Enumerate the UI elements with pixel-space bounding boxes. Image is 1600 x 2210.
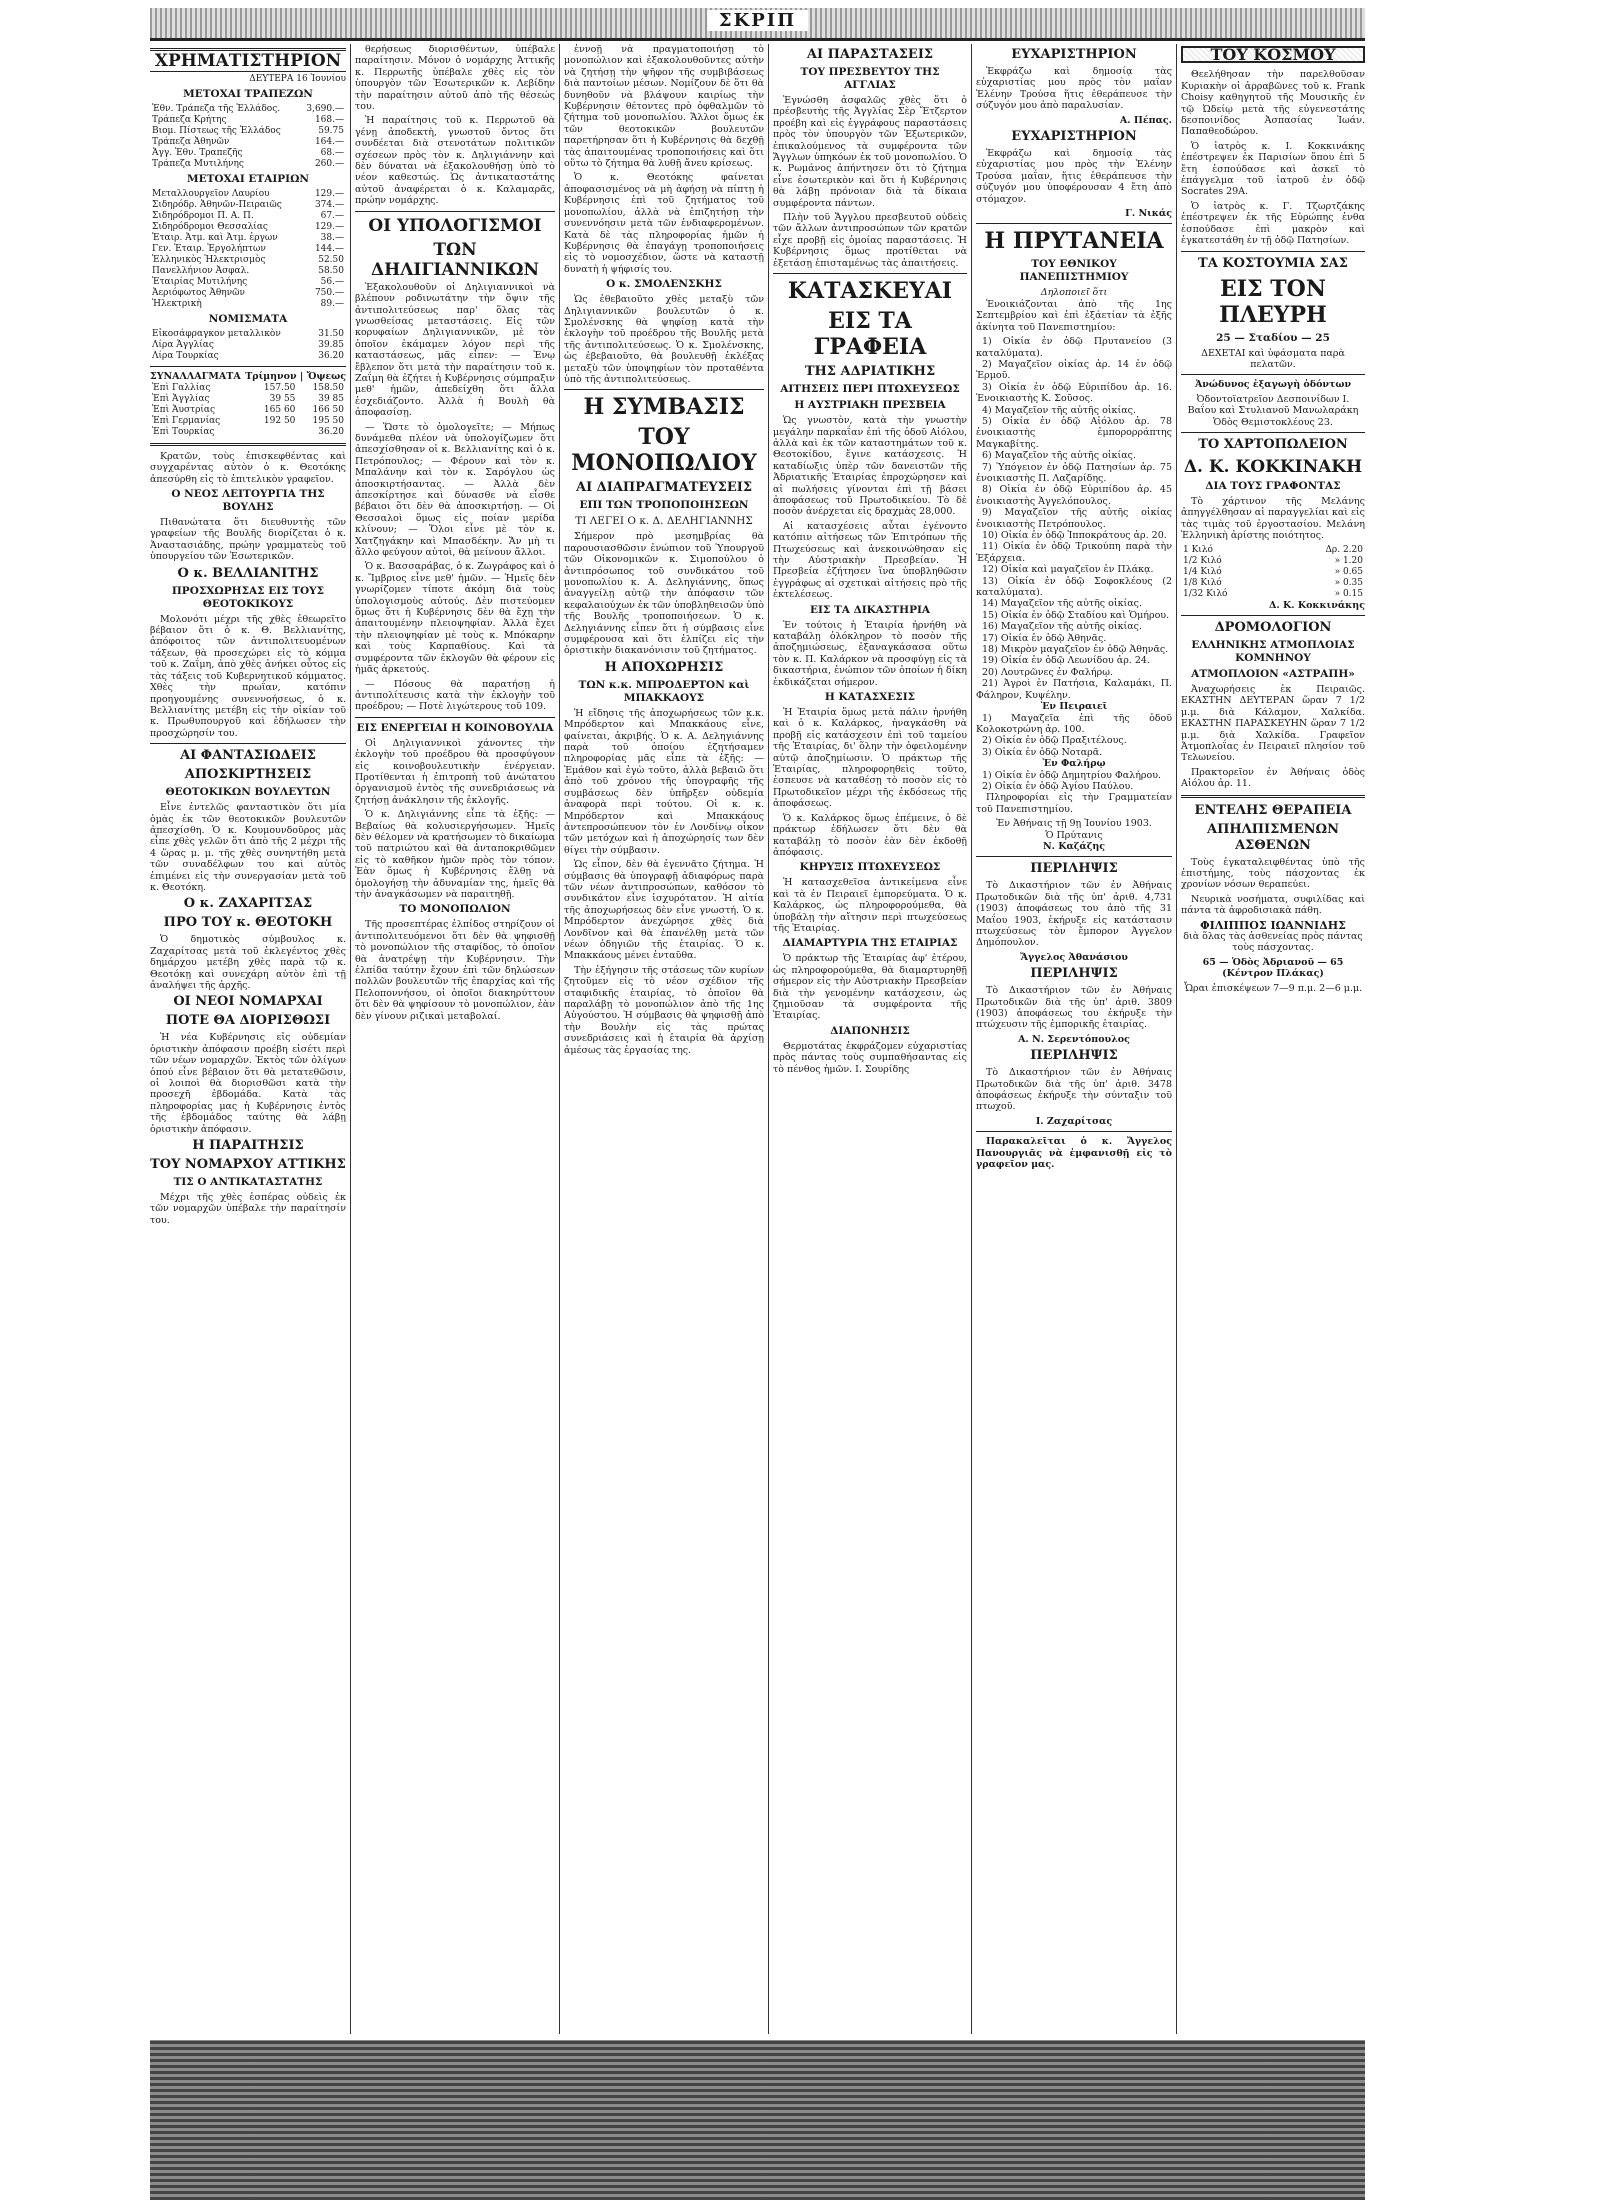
table-row bbox=[150, 104, 346, 115]
headline: Η ΠΡΥΤΑΝΕΙΑ bbox=[984, 228, 1164, 255]
companies-title: ΜΕΤΟΧΑΙ ΕΤΑΙΡΙΩΝ bbox=[186, 173, 310, 186]
divider bbox=[355, 211, 555, 212]
table-row bbox=[150, 189, 346, 200]
table-cell: 157.50 bbox=[263, 382, 296, 393]
headline: ΠΕΡΙΛΗΨΙΣ bbox=[1030, 1048, 1118, 1064]
deals-table bbox=[150, 383, 346, 438]
table-cell: 36.20 bbox=[318, 426, 344, 437]
table-row bbox=[150, 137, 346, 148]
table-cell: Σιδηρόδρομοι Θεσσαλίας bbox=[152, 222, 268, 233]
ad-text: Τὸ Δικαστήριον τῶν ἐν Ἀθήναις Πρωτοδικῶν διὰ τῆς ὑπ' ἀριθ. 4,731 (1903) ἀποφάσεως του ἀπὸ τῆς 31 Μαΐου 1903, ἐκήρυξε εἰς κατάστασιν πτωχεύσεως τὸν ἔμπορον Ἀγγελον Δημόπουλον. bbox=[976, 880, 1172, 949]
coins-title: ΝΟΜΙΣΜΑΤΑ bbox=[208, 313, 288, 326]
ad-text: ΔΕΧΕΤΑΙ καὶ ὑφάσματα παρὰ πελατῶν. bbox=[1201, 347, 1345, 370]
table-row bbox=[150, 244, 346, 255]
property-list bbox=[976, 770, 1172, 793]
table-row bbox=[150, 383, 346, 394]
divider bbox=[1181, 432, 1365, 433]
column-rule bbox=[1176, 44, 1177, 2034]
table-cell: Ἐπὶ Γαλλίας bbox=[152, 382, 211, 393]
signature: Ν. Καζάζης bbox=[1042, 840, 1106, 852]
ad-text: 65 — Ὁδὸς Ἀδριανοῦ — 65 (Κέντρον Πλάκας) bbox=[1202, 956, 1344, 980]
headline: ΠΡΟ ΤΟΥ κ. ΘΕΟΤΟΚΗ bbox=[163, 915, 333, 931]
table-row bbox=[150, 288, 346, 299]
headline: ΕΙΣ ΤΑ ΓΡΑΦΕΙΑ bbox=[813, 308, 927, 361]
scan-edge bbox=[150, 2040, 1365, 2200]
divider bbox=[1181, 795, 1365, 798]
headline: ΕΝΤΕΛΗΣ ΘΕΡΑΠΕΙΑ bbox=[1194, 802, 1352, 818]
subheading: Ἐν Πειραιεῖ bbox=[1040, 701, 1108, 713]
column-3 bbox=[564, 44, 764, 2034]
headline: Η ΑΠΟΧΩΡΗΣΙΣ bbox=[604, 659, 724, 675]
exchange-title: ΧΡΗΜΑΤΙΣΤΗΡΙΟΝ bbox=[150, 48, 346, 72]
article-text: Ἡ Ἑταιρία ὅμως μετὰ πάλιν ἠρνήθη καὶ ὁ κ. Καλάρκος, ἠναγκάσθη νὰ προβῇ εἰς κατάσχεσιν ἐπὶ τοῦ ταμείου τῆς Ἑταιρίας, δι' ὅλην τὴν ὀφειλομένην αὐτῷ ἀποζημίωσιν. Ὁ πράκτωρ τῆς Ἑταιρίας, πληροφορηθεὶς τοῦτο, ἐσπευσε νὰ καταθέσῃ τὸ ποσὸν εἰς τὸ Πρωτοδικεῖον μέχρι τῆς ἐκδόσεως τῆς ἀποφάσεως. bbox=[773, 707, 967, 810]
table-cell: 192 50 bbox=[263, 415, 296, 426]
article-text: Ὁ κ. Θεοτόκης φαίνεται ἀποφασισμένος νὰ μὴ ἀφήσῃ νὰ πίπτῃ ἡ Κυβέρνησις ἐπὶ τοῦ ζητήματος τοῦ μονοπωλίου, ἀλλὰ νὰ ἐπιζητήσῃ τὴν συνεννόησιν μετὰ τῶν ἐνδιαφερομένων. Κατὰ δὲ τὰς πληροφορίας ἡμῶν ἡ Κυβέρνησις θὰ ἐπαγάγῃ τροποποιήσεις εἰς τὸ νομοσχέδιον, ὥστε νὰ καταστῇ δυνατὴ ἡ ψήφισίς του. bbox=[564, 172, 764, 275]
table-cell: Ἐπὶ Γερμανίας bbox=[152, 415, 221, 426]
table-cell: Γεν. Ἑταιρ. Ἐργολήπτων bbox=[152, 244, 266, 255]
list-item: 4) Μαγαζεῖον τῆς αὐτῆς οἰκίας. bbox=[982, 404, 1136, 416]
article-text: Οἱ Δηλιγιαννικοὶ χάνοντες τὴν ἐκλογὴν τοῦ προέδρου θὰ προσφύγουν εἰς κοινοβουλευτικὴν ἐνέργειαν. Προτίθενται ἡ ἐπιτροπὴ τοῦ ἀνώτατου ὀργανισμοῦ ἐντὸς τῆς συνεδριάσεως νὰ ζητήσῃ ἀνάκλησιν τῆς ἐκλογῆς. bbox=[355, 737, 555, 806]
article-text: Αἱ κατασχέσεις αὗται ἐγένοντο κατόπιν αἰτήσεως τῶν Ἐπιτρόπων τῆς Πτωχεύσεως καὶ ἀνεκοινώθησαν εἰς τὴν Αὐστριακὴν Πρεσβείαν. Ἡ Πρεσβεία ἐζήτησεν ἵνα ὑποβληθῶσιν ἐγγράφως αἱ σχετικαὶ αἰτήσεις πρὸ τῆς ἐκτελέσεως. bbox=[773, 520, 967, 601]
headline: ΕΙΣ ΤΑ ΔΙΚΑΣΤΗΡΙΑ bbox=[809, 603, 931, 616]
table-cell: 195 50 bbox=[312, 415, 344, 426]
headline: Η ΠΑΡΑΙΤΗΣΙΣ bbox=[192, 1138, 304, 1154]
list-item: 2) Μαγαζεῖον οἰκίας ἀρ. 14 ἐν ὁδῷ Ἐρμοῦ. bbox=[976, 358, 1172, 382]
table-cell: 165 60 bbox=[263, 404, 296, 415]
headline: ΕΥΧΑΡΙΣΤΗΡΙΟΝ bbox=[1011, 129, 1137, 145]
article-text: Ὁ κ. Δηλιγιάννης εἶπε τὰ ἑξῆς: — Βεβαίως θὰ κολυσιεργήσωμεν. Ἡμεῖς δὲν θέλομεν νὰ κρατήσωμεν τὸ δικαίωμα τοῦ πατριώτου καὶ θὰ ἀνταποκριθῶμεν εἰς τὸ καθῆκον ἡμῶν πρὸς τὸν τόπον. Ἐὰν ὅμως ἡ Κυβέρνησις ἔλθῃ νὰ ὁμολογήσῃ τὴν ἀδυναμίαν της, ἡμεῖς θὰ τὴν ἀναγκάσωμεν νὰ παραιτηθῇ. bbox=[355, 809, 555, 900]
table-row bbox=[150, 148, 346, 159]
banks-table bbox=[150, 104, 346, 170]
table-cell: Λίρα Τουρκίας bbox=[152, 351, 219, 362]
article-text: Μολονότι μέχρι τῆς χθὲς ἐθεωρεῖτο βέβαιον ὅτι ὁ κ. Θ. Βελλιανίτης, ἀπόφοιτος τῶν ἀντιπολιτευομένων τάξεων, θὰ προσεχώρει εἰς τὸ κόμμα τοῦ κ. Ζαΐμη, ἀπὸ χθὲς ἀνήκει οὗτος εἰς τὰς τάξεις τοῦ Κυβερνητικοῦ κόμματος. Χθὲς τὴν πρωΐαν, κατόπιν προηγουμένης συνεννοήσεως, ὁ κ. Βελλιανίτης μετέβη εἰς τὴν οἰκίαν τοῦ κ. Πρωθυπουργοῦ καὶ ἐδήλωσεν τὴν προσχώρησίν του. bbox=[150, 613, 346, 739]
table-cell: 31.50 bbox=[318, 329, 344, 340]
article-text: Θεελήθησαν τὴν παρελθοῦσαν Κυριακὴν οἱ ἀρραβῶνες τοῦ κ. Frank Choisy καθηγητοῦ τῆς Μουσικῆς ἐν τῷ Ὠδείῳ μετὰ τῆς εὐγενεστάτης δεσποινίδος Ἀσπασίας Ἰωάν. Παπαθεοδώρου. bbox=[1181, 69, 1365, 138]
headline: ΚΑΤΑΣΚΕΥΑΙ bbox=[787, 278, 953, 305]
price-table bbox=[1181, 545, 1365, 600]
article-text: Ὁ πράκτωρ τῆς Ἑταιρίας ἀφ' ἑτέρου, ὡς πληροφορούμεθα, θὰ διαμαρτυρηθῇ σήμερον εἰς τὴν Αὐστριακὴν Πρεσβείαν διὰ τὴν γενομένην κατάσχεσιν, ὡς ζημιοῦσαν τὰ συμφέροντα τῆς Ἑταιρίας. bbox=[773, 953, 967, 1022]
table-cell: 164.— bbox=[314, 137, 344, 148]
headline: ΠΕΡΙΛΗΨΙΣ bbox=[1030, 861, 1118, 877]
divider bbox=[976, 223, 1172, 224]
table-row bbox=[150, 329, 346, 340]
masthead bbox=[150, 8, 1365, 41]
headline: ΕΛΛΗΝΙΚΗΣ ΑΤΜΟΠΛΟΙΑΣ ΚΟΜΝΗΝΟΥ bbox=[1191, 638, 1355, 664]
article-text: Ὡς γνωστὸν, κατὰ τὴν γνωστὴν μεγάλην παρκαΐαν ἐπὶ τῆς ὁδοῦ Αἰόλου, ἀλλὰ καὶ ἐκ τῶν καταστημάτων τοῦ κ. Θεοτοκίδου, ἔγινε κατάσχεσις. Ἡ καταδίωξις ὑπὲρ τῶν δανειστῶν τῆς Ἀδριατικῆς Ἑταιρίας ἐπροχώρησεν καὶ αἱ πωλήσεις γίνονται ἐπὶ τῇ βάσει ἀποφάσεως τοῦ Πρωτοδικείου. Τὸ δὲ ποσὸν ἀνέρχεται εἰς δραχμὰς 28,000. bbox=[773, 415, 967, 518]
article-text: Τῆς προσεπτέρας ἐλπίδος στηρίζουν οἱ ἀντιπολιτευόμενοι ὅτι δὲν θὰ ψηφισθῇ τὸ μονοπώλιον τῆς σταφίδος, τὸ ὁποῖον θὰ ἀνατρέψῃ τὴν Κυβέρνησιν. Τὴν ἐλπίδα ταύτην ἔχουν ἐπὶ τῶν δηλώσεων πολλῶν βουλευτῶν τῆς ἐπαρχίας καὶ τῆς Πελοποννήσου, οἱ ὁποῖοι διακηρύττουν ὅτι δὲν θὰ ψηφίσουν τὸ μονοπώλιον, ἐὰν δὲν γίνουν ριζικαὶ μεταβολαί. bbox=[355, 919, 555, 1022]
signature: Α. Πέπας. bbox=[1119, 114, 1172, 126]
table-cell: Ἑταιρ. Ἀτμ. καὶ Ἀτμ. ἐργων bbox=[152, 233, 278, 244]
article-text: ἐννοῇ νὰ πραγματοποιήσῃ τὸ μονοπώλιον καὶ ἐξακολουθοῦντες αὐτὴν νὰ ζητήσῃ τὴν ψῆφον τῆς συμβιβάσεως διὰ παντοίων μέσων. Νομίζουν δὲ ὅτι θὰ δυνηθοῦν νὰ βλάψουν καιρίως τὴν Κυβέρνησιν θέτοντες πρὸ ὀφθαλμῶν τὸ ζήτημα τοῦ μονοπωλίου. Ἄλλοι ὅμως ἐκ τῶν θεοτοκικῶν βουλευτῶν παρετήρησαν ὅτι ἡ Κυβέρνησις θὰ δεχθῇ τὰς ἀπαιτουμένας τροποποιήσεις καὶ ὅτι οὕτω τὸ ζήτημα θὰ λυθῇ ἄνευ κρίσεως. bbox=[564, 44, 764, 170]
article-text: Ἡ παραίτησις τοῦ κ. Περρωτοῦ θὰ γένῃ ἀποδεκτὴ, γνωστοῦ ὄντος ὅτι συνδέεται διὰ στενοτάτων πολιτικῶν σχέσεων πρὸς τὸν κ. Δηλιγιάννην καὶ δὲν δύναται νὰ ἐξακολουθήσῃ ὑπὸ τὸ νέον καθεστώς. Ὡς ἀντικαταστάτης αὐτοῦ ἀναφέρεται ὁ κ. Καλαμαρᾶς, πρώην νομάρχης. bbox=[355, 115, 555, 207]
headline: ΠΡΟΣΧΩΡΗΣΑΣ ΕΙΣ ΤΟΥΣ ΘΕΟΤΟΚΙΚΟΥΣ bbox=[171, 584, 325, 610]
headline: Ο κ. ΣΜΟΛΕΝΣΚΗΣ bbox=[606, 278, 722, 291]
list-item: 3) Οἰκία ἐν ὁδῷ Νοταρᾶ. bbox=[982, 746, 1103, 758]
table-cell: Ἐθν. Τράπεζα τῆς Ἑλλάδος. bbox=[152, 104, 281, 115]
table-cell: 58.50 bbox=[318, 266, 344, 277]
table-row bbox=[150, 200, 346, 211]
property-list bbox=[976, 336, 1172, 701]
list-item: 1) Οἰκία ἐν ὁδῷ Δημητρίου Φαλήρου. bbox=[982, 769, 1161, 781]
table-cell: Ἠλεκτρικὴ bbox=[152, 299, 202, 310]
table-cell: Τράπεζα Ἀθηνῶν bbox=[152, 137, 230, 148]
divider bbox=[355, 717, 555, 718]
article-text: Ὁ δημοτικὸς σύμβουλος κ. Ζαχαρίτσας μετὰ τοῦ ἐκλεγέντος χθὲς δημάρχου μετέβη χθὲς παρὰ τῷ κ. Θεοτόκῃ καὶ συνεχάρη αὐτὸν ἐπὶ τῇ ἀναλήψει τῆς ἀρχῆς. bbox=[150, 934, 346, 991]
headline: ΤΟΥ ΜΟΝΟΠΩΛΙΟΥ bbox=[571, 424, 757, 477]
list-item: 11) Οἰκία ἐν ὁδῷ Τρικούπη παρὰ τὴν Ἐξάρχεια. bbox=[976, 541, 1172, 564]
table-cell: 89.— bbox=[320, 299, 344, 310]
list-item: 21) Ἀγροὶ ἐν Πατήσια, Καλαμάκι, Π. Φάληρον, Κυψέλην. bbox=[976, 678, 1172, 701]
table-row bbox=[1181, 545, 1365, 556]
list-item: 1) Μαγαζεῖα ἐπὶ τῆς ὁδοῦ Κολοκοτρώνη ἀρ. 100. bbox=[976, 712, 1172, 735]
article-text: Μέχρι τῆς χθὲς ἑσπέρας οὐδεὶς ἐκ τῶν νομαρχῶν ὑπέβαλε τὴν παραίτησίν του. bbox=[150, 1192, 346, 1226]
table-cell: » 0.35 bbox=[1334, 577, 1363, 588]
article-text: Κρατῶν, τοὺς ἐπισκεφθέντας καὶ συγχαρέντας αὐτὸν ὁ κ. Θεοτόκης ἀπεσύρθη εἰς τὸ ἐπιτελικὸν γραφεῖον. bbox=[150, 450, 346, 485]
table-row bbox=[150, 222, 346, 233]
table-row bbox=[1181, 578, 1365, 589]
table-cell: 374.— bbox=[314, 200, 344, 211]
signature: Γ. Νικάς bbox=[1125, 208, 1172, 220]
headline: ΔΙΑΜΑΡΤΥΡΙΑ ΤΗΣ ΕΤΑΙΡΙΑΣ bbox=[782, 937, 958, 950]
headline: ΤΟΥ ΕΘΝΙΚΟΥ ΠΑΝΕΠΙΣΤΗΜΙΟΥ bbox=[1019, 258, 1129, 284]
headline: ΟΙ ΥΠΟΛΟΓΙΣΜΟΙ bbox=[368, 215, 542, 236]
ad-text: διὰ ὅλας τὰς ἀσθενείας πρὸς πάντας τοὺς πάσχοντας. bbox=[1183, 931, 1363, 954]
column-rule bbox=[350, 44, 351, 2034]
article-text: Ἐν τούτοις ἡ Ἑταιρία ἠρνήθη νὰ καταβάλῃ ὁλόκληρον τὸ ποσὸν τῆς ἀποζημιώσεως, ἐξαναγκάσασα οὕτω τὸν κ. Π. Καλάρκον νὰ προσφύγῃ εἰς τὰ δικαστήρια, ἐνώπιον τῶν ὁποίων ἡ δίκη ἐκδικάζεται σήμερον. bbox=[773, 619, 967, 688]
headline: ΠΟΤΕ ΘΑ ΔΙΟΡΙΣΘΩΣΙ bbox=[165, 1013, 331, 1029]
headline: ΑΙ ΦΑΝΤΑΣΙΩΔΕΙΣ bbox=[180, 748, 316, 764]
table-row bbox=[150, 394, 346, 405]
divider bbox=[976, 856, 1172, 857]
signature: Δ. Κ. Κοκκινάκης bbox=[1268, 599, 1365, 611]
ad-text: Ἀναχωρήσεις ἐκ Πειραιῶς. ΕΚΑΣΤΗΝ ΔΕΥΤΕΡΑΝ ὥραν 7 1/2 μ.μ. διὰ Κάλαμον, Χαλκίδα. ΕΚΑΣΤΗΝ ΠΑΡΑΣΚΕΥΗΝ ὥραν 7 1/2 μ.μ. διὰ Χαλκίδα. Γραφεῖον Ἀτμοπλοΐας ἐν Πειραιεῖ πλησίον τοῦ Τελωνείου. bbox=[1181, 683, 1365, 764]
article-text: Ἐγνώσθη ἀσφαλῶς χθὲς ὅτι ὁ πρέσβευτὴς τῆς Ἀγγλίας Σὲρ Ἔτζερτον προέβη καὶ εἰς ἐγγράφους παραστάσεις πρὸς τὸν ὑπουργὸν τῶν Ἐξωτερικῶν, ἐπικαλούμενος τὰ συμφέροντα τῶν Ἄγγλων ὑπηκόων ἐκ τοῦ μονοπωλίου. Ὁ κ. Ρωμάνος ἀπήντησεν ὅτι τὸ ζήτημα εἶνε ἐσωτερικὸν καὶ ὅτι ἡ Κυβέρνησις θὰ λάβῃ πρόνοιαν διὰ τὰ δίκαια συμφέροντα πάντων. bbox=[773, 95, 967, 209]
list-item: 1) Οἰκία ἐν ὁδῷ Πρυτανείου (3 καταλύματα). bbox=[976, 336, 1172, 359]
table-row bbox=[150, 115, 346, 126]
article-text: θερήσεως διορισθέντων, ὑπέβαλε παραίτησιν. Μόνον ὁ νομάρχης Ἀττικῆς κ. Περρωτῆς ὑπέβαλε χθὲς εἰς τὸν ὑπουργὸν τῶν Ἐσωτερικῶν κ. Λεβίδην τὴν παραίτησιν αὐτοῦ ἀπὸ τῆς θέσεώς του. bbox=[355, 44, 555, 113]
headline: ΑΠΗΛΠΙΣΜΕΝΩΝ ΑΣΘΕΝΩΝ bbox=[1207, 821, 1339, 853]
masthead-title: ΣΚΡΙΠ bbox=[707, 10, 808, 31]
ad-text: Νευρικὰ νοσήματα, συφιλίδας καὶ πάντα τὰ ἀφροδισιακὰ πάθη. bbox=[1181, 893, 1365, 917]
table-cell bbox=[249, 427, 298, 438]
headline: Η ΚΑΤΑΣΧΕΣΙΣ bbox=[824, 691, 916, 704]
table-cell: » 0.65 bbox=[1334, 566, 1363, 577]
ad-text: Παρακαλεῖται ὁ κ. Ἄγγελος Πανουργιᾶς νὰ ἐμφανισθῇ εἰς τὸ γραφεῖον μας. bbox=[976, 1136, 1172, 1171]
list-item: 12) Οἰκία καὶ μαγαζεῖον ἐν Πλάκᾳ. bbox=[982, 564, 1154, 576]
table-cell: 39 55 bbox=[269, 393, 296, 404]
table-cell: Ἐπὶ Ἀυστρίας bbox=[152, 404, 216, 415]
ad-text: Ἐκφράζω καὶ δημοσίᾳ τὰς εὐχαριστίας μου πρὸς τὴν Ἑλένην Τρούσα μαΐαν, ἥτις ἐθεράπευσε τὴν σύζυγόν μου ὑποφέρουσαν 4 ἔτη ἀπὸ στόμαχον. bbox=[976, 148, 1172, 205]
subheading: Ἐν Φαλήρῳ bbox=[1042, 758, 1106, 770]
table-row bbox=[150, 255, 346, 266]
table-row bbox=[150, 405, 346, 416]
table-cell: 39.85 bbox=[318, 340, 344, 351]
article-text: Ἡ κατασχεθεῖσα ἀντικείμενα εἶνε καὶ τὰ ἐν Πειραιεῖ ἐμπορεύματα. Ὁ κ. Καλάρκος, ὡς πληροφορούμεθα, θὰ ὑποβάλῃ τὴν αἴτησιν περὶ πτωχεύσεως τῆς Ἑταιρίας. bbox=[773, 877, 967, 934]
table-row bbox=[150, 427, 346, 438]
table-row bbox=[150, 211, 346, 222]
ad-text: Ὧραι ἐπισκέψεων 7—9 π.μ. 2—6 μ.μ. bbox=[1183, 982, 1363, 994]
banks-title: ΜΕΤΟΧΑΙ ΤΡΑΠΕΖΩΝ bbox=[183, 88, 313, 101]
table-cell: Σιδηρόδρομοι Π. Α. Π. bbox=[152, 211, 254, 222]
list-item: 13) Οἰκία ἐν ὁδῷ Σοφοκλέους (2 καταλύματα). bbox=[976, 575, 1172, 599]
signature: ΦΙΛΙΠΠΟΣ ΙΩΑΝΝΙΔΗΣ bbox=[1200, 918, 1346, 932]
table-cell: Ἐπὶ Ἀγγλίας bbox=[152, 393, 210, 404]
list-item: 16) Μαγαζεῖον τῆς αὐτῆς οἰκίας. bbox=[982, 621, 1142, 633]
headline: ΕΠΙ ΤΩΝ ΤΡΟΠΟΠΟΙΗΣΕΩΝ bbox=[579, 499, 749, 512]
article-text: Σήμερον πρὸ μεσημβρίας θὰ παρουσιασθῶσιν ἐνώπιον τοῦ Ὑπουργοῦ τῶν Οἰκονομικῶν κ. Σιμοπούλου ὁ ἀντιπρόσωπος τοῦ συνδικάτου τοῦ μονοπωλίου κ. Α. Δεληγιάννης, ὅπως ἀναγγείλῃ αὐτῷ τὴν ἀπόφασιν τῶν κεφαλαιούχων ἐκ τῶν ὑποβληθεισῶν ὑπὸ τῆς Βουλῆς τροποποιήσεων. Ὁ κ. Δεληγιάννης εἶπεν ὅτι ἡ σύμβασις εἶνε συμφέρουσα καὶ ὅτι ἐλπίζει εἰς τὴν ὁριστικὴν διακανόνισιν τοῦ ζητήματος. bbox=[564, 531, 764, 657]
list-item: 17) Οἰκία ἐν ὁδῷ Ἀθηνᾶς. bbox=[982, 632, 1107, 644]
table-cell: 260.— bbox=[314, 159, 344, 170]
divider bbox=[1181, 374, 1365, 375]
headline: ΑΙ ΔΙΑΠΡΑΓΜΑΤΕΥΣΕΙΣ bbox=[575, 480, 753, 496]
table-cell: » 1.20 bbox=[1334, 555, 1363, 566]
table-cell: 39 85 bbox=[318, 393, 344, 404]
table-cell: 158.50 bbox=[312, 382, 344, 393]
table-row bbox=[150, 126, 346, 137]
table-cell: 68.— bbox=[320, 148, 344, 159]
table-cell: Ἐπὶ Τουρκίας bbox=[152, 426, 215, 437]
headline: ΚΗΡΥΞΙΣ ΠΤΩΧΕΥΣΕΩΣ bbox=[799, 861, 941, 874]
article-text: Εἶνε ἐντελῶς φανταστικὸν ὅτι μία ὁμὰς ἐκ τῶν θεοτοκικῶν βουλευτῶν ἀπεσχίσθη. Ὁ κ. Κουμουνδοῦρος μὰς εἶπε χθὲς γελῶν ὅτι ἀπὸ τῆς 2 μέχρι τῆς 4 ὥρας μ. μ. τῆς χθὲς συνηντήθη μετὰ τῶν συναδέλφων του καὶ αὐτὸς ἐπιμένει εἰς τὴν συνεργασίαν μετὰ τοῦ κ. Θεοτόκη. bbox=[150, 802, 346, 893]
divider bbox=[1181, 251, 1365, 252]
list-item: 14) Μαγαζεῖον τῆς αὐτῆς οἰκίας. bbox=[982, 598, 1142, 610]
table-cell: 52.50 bbox=[318, 255, 344, 266]
article-text: Ὁ ἰατρὸς κ. Γ. Τζωρτζάκης ἐπέστρεψεν ἐκ τῆς Εὐρώπης ἐνθα ἐσπούδασε ἐπὶ μακρὸν καὶ ἐγκατεστάθη ἐν τῇ ὁδῷ Πατησίων. bbox=[1181, 200, 1365, 247]
table-cell: Λίρα Ἀγγλίας bbox=[152, 340, 214, 351]
table-cell: 166 50 bbox=[312, 404, 344, 415]
table-cell: Ἀεριόφωτος Ἀθηνῶν bbox=[152, 288, 245, 299]
table-cell: 3,690.— bbox=[306, 104, 344, 115]
headline: Ο κ. ΖΑΧΑΡΙΤΣΑΣ bbox=[183, 896, 313, 912]
table-row bbox=[1181, 556, 1365, 567]
table-cell: 67.— bbox=[320, 211, 344, 222]
table-cell: Μεταλλουργεῖον Λαυρίου bbox=[152, 189, 270, 200]
ad-text: Τὸ Δικαστήριον τῶν ἐν Ἀθήναις Πρωτοδικῶν διὰ τῆς ὑπ' ἀριθ. 3809 (1903) ἀποφάσεως του ἐκήρυξε τὴν πτώχευσιν τῆς ἐμπορικῆς ἑταιρίας. bbox=[976, 985, 1172, 1031]
headline: ΑΠΟΣΚΙΡΤΗΣΕΙΣ bbox=[184, 767, 312, 783]
headline: ΔΙΑ ΤΟΥΣ ΓΡΑΦΟΝΤΑΣ bbox=[1205, 479, 1341, 492]
headline: ΤΟΥ ΝΟΜΑΡΧΟΥ ΑΤΤΙΚΗΣ bbox=[150, 1157, 346, 1173]
table-cell: 1/8 Κιλό bbox=[1183, 577, 1222, 588]
column-rule bbox=[559, 44, 560, 2034]
article-text: Ὁ κ. Καλάρκος ὅμως ἐπέμεινε, ὁ δὲ πράκτωρ ἐδήλωσεν ὅτι δὲν θὰ καταβάλῃ τὸ ποσὸν ἐὰν δὲν ἐκδοθῇ ἀπόφασις. bbox=[773, 812, 967, 858]
table-cell: Ἑλληνικὸς Ἡλεκτρισμὸς bbox=[152, 255, 266, 266]
article-text: Πλὴν τοῦ Ἄγγλου πρεσβευτοῦ οὐδεὶς τῶν ἄλλων ἀντιπροσώπων τῶν κρατῶν εἶχε προβῇ εἰς ὁμοίας παραστάσεις. Ἡ Κυβέρνησις ὅμως προτίθεται νὰ ἐξετάσῃ ἐπισταμένως τὰς ἀπαιτήσεις. bbox=[773, 212, 967, 269]
list-item: 5) Οἰκία ἐν ὁδῷ Αἰόλου ἀρ. 78 ἐνοικιαστὴς ἐμπορορράπτης Μαγκαβίτης. bbox=[976, 415, 1172, 450]
table-cell: 1/32 Κιλό bbox=[1183, 588, 1228, 599]
article-text: Ὡς εἶπον, δὲν θὰ ἐγεννᾶτο ζήτημα. Ἡ σύμβασις θὰ ὑπογραφῇ ἀδιαφόρως παρὰ τῶν νέων ἀντιπροσώπων, καθόσον τὸ συνδικάτον εἶνε ἰσχυρότατον. Ἡ αἰτία τῆς ἀποχωρήσεως δὲν εἶνε γνωστή. Ὁ κ. Μπρόδερτον ἀνεχώρησε χθὲς διὰ Λονδῖνον καὶ θὰ ἐπανέλθῃ μετὰ τῶν νέων ὁδηγιῶν τῆς ἑταιρίας. Ὁ κ. Μπακκάους μένει ἐνταῦθα. bbox=[564, 859, 764, 962]
article-text: Ὁ ἰατρὸς κ. Ι. Κοκκινάκης ἐπέστρεψεν ἐκ Παρισίων ὅπου ἐπὶ 5 ἔτη ἐσπούδασε καὶ ἀσκεῖ τὸ ἐπάγγελμα τοῦ ἰατροῦ ἐν ὁδῷ Socrates 29Α. bbox=[1181, 140, 1365, 198]
property-list bbox=[976, 713, 1172, 759]
divider bbox=[150, 366, 346, 367]
list-item: 20) Λουτρῶνες ἐν Φαλήρῳ. bbox=[982, 666, 1113, 678]
table-cell: Ἑταιρίας Μυτιλήνης bbox=[152, 277, 248, 288]
headline: ΘΕΟΤΟΚΙΚΩΝ ΒΟΥΛΕΥΤΩΝ bbox=[165, 786, 331, 799]
headline: ΑΙ ΠΑΡΑΣΤΑΣΕΙΣ bbox=[806, 47, 934, 62]
ad-text: Τὸ χάρτινον τῆς Μελάνης ἀπηγγέλθησαν αἱ παραγγελίαι καὶ εἰς τὰς τιμὰς τοῦ ἐργοστασίου. Μελάνη Ἑλληνικὴ ἀρίστης ποιότητος. bbox=[1181, 495, 1365, 542]
subheading: Δηλοποιεῖ ὅτι bbox=[1040, 287, 1108, 299]
table-cell: 129.— bbox=[314, 189, 344, 200]
coins-table bbox=[150, 329, 346, 362]
section-title-box: ΤΟΥ ΚΟΣΜΟΥ bbox=[1181, 46, 1365, 63]
article-text: Ὡς ἐθεβαιοῦτο χθὲς μεταξὺ τῶν Δηλιγιαννικῶν βουλευτῶν ὁ κ. Σμολένσκης θὰ ψηφίσῃ κατὰ τὴν ἐκλογὴν τοῦ προέδρου τῆς Βουλῆς μετὰ τῆς ἀντιπολιτεύσεως. Ὁ κ. Σμολένσκης, ὡς ἐβεβαιοῦτο, θὰ βουλευθῇ ἐκλέξας μεταξὺ τῶν ὑποψηφίων τὸν προταθέντα ὑπὸ τῆς ἀντιπολιτεύσεως. bbox=[564, 294, 764, 385]
article-text: Πιθανώτατα ὅτι διευθυντὴς τῶν γραφείων τῆς Βουλῆς διορίζεται ὁ κ. Ἀναστασιάδης, πρώην γραμματεὺς τοῦ ὑπουργείου τῶν Ἐσωτερικῶν. bbox=[150, 517, 346, 563]
article-text: Θερμοτάτας ἐκφράζομεν εὐχαριστίας πρὸς πάντας τοὺς συμπαθήσαντας εἰς τὸ πένθος ἡμῶν. Ι. Σουρίδης bbox=[773, 1040, 967, 1075]
column-1 bbox=[150, 44, 346, 2034]
column-rule bbox=[768, 44, 769, 2034]
table-row bbox=[150, 233, 346, 244]
signature: Ἄγγελος Ἀθανάσιου bbox=[1020, 951, 1128, 963]
headline: 25 — Σταδίου — 25 bbox=[1216, 331, 1330, 344]
list-item: 2) Οἰκία ἐν ὁδῷ Πραξιτέλους. bbox=[982, 735, 1127, 747]
article-text: — Πόσους θὰ παρατήσῃ ἡ ἀντιπολίτευσις κατὰ τὴν ἐκλογὴν τοῦ προέδρου; — Ποτὲ λιγώτερους τοῦ 109. bbox=[355, 678, 555, 713]
deals-subtitle: Τρίμηνον | Ὄψεως bbox=[245, 371, 346, 383]
headline: Ο κ. ΒΕΛΛΙΑΝΙΤΗΣ bbox=[177, 565, 319, 581]
companies-table bbox=[150, 189, 346, 310]
headline: ΤΟ ΜΟΝΟΠΩΛΙΟΝ bbox=[399, 903, 511, 916]
list-item: 7) Ὑπόγειον ἐν ὁδῷ Πατησίων ἀρ. 75 ἐνοικιαστὴς Π. Λαζαρίδης. bbox=[976, 461, 1172, 484]
ad-text: Τοὺς ἐγκαταλειφθέντας ὑπὸ τῆς ἐπιστήμης, τοὺς πάσχοντας ἐκ χρονίων νόσων θεραπεύει. bbox=[1181, 856, 1365, 891]
ad-text: Πληροφορίαι εἰς τὴν Γραμματείαν τοῦ Πανεπιστημίου. bbox=[976, 792, 1172, 815]
headline: ΟΙ ΝΕΟΙ ΝΟΜΑΡΧΑΙ bbox=[173, 994, 323, 1010]
list-item: 9) Μαγαζεῖον τῆς αὐτῆς οἰκίας ἐνοικιαστὴς Πετρόπουλος. bbox=[976, 507, 1172, 530]
table-cell: 1/4 Κιλό bbox=[1183, 566, 1222, 577]
headline: ΠΕΡΙΛΗΨΙΣ bbox=[1030, 966, 1118, 982]
headline: ΑΤΜΟΠΛΟΙΟΝ «ΑΣΤΡΑΠΗ» bbox=[1191, 667, 1355, 680]
divider bbox=[564, 389, 764, 390]
table-cell: 144.— bbox=[314, 244, 344, 255]
ad-text: Ἀνώδυνος ἐξαγωγὴ ὀδόντων bbox=[1194, 379, 1352, 391]
table-cell: Τράπεζα Κρήτης bbox=[152, 115, 227, 126]
column-6 bbox=[1181, 44, 1365, 2034]
table-cell: 59.75 bbox=[318, 126, 344, 137]
list-item: 8) Οἰκία ἐν ὁδῷ Εὐριπίδου ἀρ. 45 ἐνοικιαστὴς Ἀγγελόπουλος. bbox=[976, 484, 1172, 507]
article-text: Τὴν ἐξήγησιν τῆς στάσεως τῶν κυρίων ζητοῦμεν εἰς τὸ νέον σχέδιον τῆς σταφιδικῆς ἑταιρίας, τὸ ὁποῖον θὰ παραλάβῃ τὸ μονοπώλιον ἀπὸ τῆς 1ης Αὐγούστου. Ἡ σύμβασις θὰ ψηφισθῇ ἀπὸ τὴν Βουλὴν εἰς τὰς πρώτας συνεδριάσεις καὶ ἡ ἑταιρία θὰ ἀρχίσῃ ἀμέσως τὰς ἐργασίας της. bbox=[564, 964, 764, 1056]
table-cell: 168.— bbox=[314, 115, 344, 126]
column-2 bbox=[355, 44, 555, 2034]
exchange-date: ΔΕΥΤΕΡΑ 16 Ἰουνίου bbox=[249, 74, 346, 84]
headline: ΕΥΧΑΡΙΣΤΗΡΙΟΝ bbox=[1011, 47, 1137, 62]
table-cell: Τράπεζα Μυτιλήνης bbox=[152, 159, 244, 170]
table-row bbox=[150, 299, 346, 310]
list-item: 15) Οἰκία ἐν ὁδῷ Σταδίου καὶ Ὁμήρου. bbox=[982, 609, 1170, 621]
headline: ΤΩΝ κ.κ. ΜΠΡΟΔΕΡΤΟΝ καὶ ΜΠΑΚΚΑΟΥΣ bbox=[578, 678, 750, 704]
signature-title: Ὁ Πρύτανις bbox=[1045, 829, 1103, 841]
table-cell: Βιομ. Πίστεως τῆς Ἑλλάδος bbox=[152, 126, 281, 137]
ad-text: Ὀδοντοϊατρεῖον Δεσποινίδων Ι. Βαΐου καὶ Στυλιανοῦ Μανωλαράκη Ὁδὸς Θεμιστοκλέους 23. bbox=[1187, 393, 1359, 428]
list-item: 18) Μικρὸν μαγαζεῖον ἐν ὁδῷ Ἀθηνᾶς. bbox=[982, 644, 1169, 656]
table-row bbox=[150, 416, 346, 427]
newspaper-page bbox=[150, 8, 1365, 2038]
headline: ΤΑ ΚΟΣΤΟΥΜΙΑ ΣΑΣ bbox=[1198, 255, 1348, 271]
list-item: 10) Οἰκία ἐν ὁδῷ Ἱπποκράτους ἀρ. 20. bbox=[982, 530, 1167, 541]
table-cell: 36.20 bbox=[318, 351, 344, 362]
table-cell: 129.— bbox=[314, 222, 344, 233]
table-cell: Ἀγγ. Ἐθν. Τραπεζῆς bbox=[152, 148, 243, 159]
table-cell: Εἰκοσάφραγκον μεταλλικὸν bbox=[152, 329, 281, 340]
table-cell: 1/2 Κιλό bbox=[1183, 555, 1222, 566]
article-text: Ἡ νέα Κυβέρνησις εἰς οὐδεμίαν ὁριστικὴν ἀπόφασιν προέβη εἰσέτι περὶ τῶν νέων νομαρχῶν. Ἐκτὸς τῶν ὀλίγων ὁπού εἶνε βέβαιον ὅτι θὰ μετατεθῶσιν, οἱ λοιποὶ θὰ διορισθῶσι κατὰ τὴν προσεχῆ ἑβδομάδα. Κατὰ τὰς πληροφορίας μας ἡ Κυβέρνησις ἐντὸς τῆς ἑβδομάδος ταύτης θὰ λάβῃ ὁριστικὴν ἀπόφασιν. bbox=[150, 1032, 346, 1135]
table-cell: 56.— bbox=[320, 277, 344, 288]
deals-title: ΣΥΝΑΛΛΑΓΜΑΤΑ bbox=[150, 371, 241, 383]
date: Ἐν Ἀθήναις τῇ 9ῃ Ἰουνίου 1903. bbox=[996, 818, 1152, 830]
headline: ΤΙΣ Ο ΑΝΤΙΚΑΤΑΣΤΑΤΗΣ bbox=[173, 1176, 323, 1189]
table-cell: 750.— bbox=[314, 288, 344, 299]
article-text: Ἐξακολουθοῦν οἱ Δηλιγιαννικοὶ νὰ βλέπουν ροδινωτάτην τὴν ὄψιν τῆς ἀντιπολιτεύσεως παρ' ὅλας τὰς γνωσθείσας μεταστάσεις. Εἰς τῶν κορυφαίων Δηλιγιαννικῶν, μὲ τὸν ὁποῖον ἐκάμαμεν λόγον περὶ τῆς καταστάσεως, μᾶς εἶπεν: — Ἐνῳ ἔβλεπον ὅτι μετὰ τὴν παραίτησιν τοῦ κ. Ζαΐμη θὰ ἐζήτει ἡ Κυβέρνησις σύμπραξιν μεθ' ἡμῶν, ἀπεδείχθη ὅτι ἄλλα ἐσχεδιάζοντο. Ἀλλὰ ἡ Βουλὴ θὰ ἀποφασίσῃ. bbox=[355, 281, 555, 419]
column-5 bbox=[976, 44, 1172, 2034]
headline: ΤΗΣ ΑΔΡΙΑΤΙΚΗΣ bbox=[804, 364, 936, 380]
headline: ΔΡΟΜΟΛΟΓΙΟΝ bbox=[1214, 619, 1332, 635]
headline: ΤΟ ΧΑΡΤΟΠΩΛΕΙΟΝ bbox=[1198, 436, 1348, 452]
article-text: Ὁ κ. Βασσαράβας, ὁ κ. Ζωγράφος καὶ ὁ κ. Ἴμβριος εἶνε μεθ' ἡμῶν. — Ἡμεῖς δὲν γνωρίζομεν τίποτε ἀκόμη διὰ τοὺς ὑπολογισμοὺς αὐτούς. Δὲν πιστεύομεν ὅμως ὅτι ἡ Κυβέρνησις δὲν θὰ ἔχῃ τὴν ἀπαιτουμένην πλειοψηφίαν. Ἀλλὰ ἔχει τὴν πλειοψηφίαν μὲ τοὺς κ. Μπόκαρην καὶ τοὺς Καρπαθίους. Καὶ τὰ συμφέροντα τῶν ἐκλογῶν θὰ φέρουν εἰς ἡμᾶς ἀρκετούς. bbox=[355, 561, 555, 676]
headline: ΤΙ ΛΕΓΕΙ Ο κ. Δ. ΔΕΛΗΓΙΑΝΝΗΣ bbox=[575, 515, 753, 528]
article-text: — Ὥστε τὸ ὁμολογεῖτε; — Μήπως δυνάμεθα πλέον νὰ ὑπολογίζωμεν ὅτι ἀπεσχίσθησαν οἱ κ. Βελλιανίτης καὶ ὁ κ. Πετρόπουλος; — Φέρουν καὶ τὸν κ. Μπαλάνην καὶ τὸν κ. Σαρόγλου ὡς ἀποσκιρτήσαντας. — Ἀλλὰ δὲν ἀπεσκίρτησε καὶ δύνασθε νὰ εἶσθε βέβαιοι ὅτι δὲν θὰ ἀποσκιρτήσῃ. — Οἱ Θεσσαλοὶ ὅμως εἰς ποίαν μερίδα κλίνουν; — Ὅλοι εἶνε μὲ τὸν κ. Χατζηγάκην καὶ Μπασδέκην. Ἄν μὴ τι ἄλλο φεύγουν αὐτοὶ, θὰ μείνουν ἄλλοι. bbox=[355, 421, 555, 559]
headline: ΕΙΣ ΤΟΝ ΠΛΕΥΡΗ bbox=[1219, 275, 1327, 328]
list-item: 19) Οἰκία ἐν ὁδῷ Λεωνίδου ἀρ. 24. bbox=[982, 655, 1150, 667]
list-item: 3) Οἰκία ἐν ὁδῷ Εὐριπίδου ἀρ. 16. Ἐνοικιαστὴς Κ. Σοῦσος. bbox=[976, 381, 1172, 405]
divider bbox=[976, 1131, 1172, 1132]
headline: Η ΣΥΜΒΑΣΙΣ bbox=[583, 394, 745, 421]
divider bbox=[150, 443, 346, 446]
headline: Ο ΝΕΟΣ ΛΕΙΤΟΥΡΓΙΑ ΤΗΣ ΒΟΥΛΗΣ bbox=[171, 488, 325, 514]
article-text: Ἡ εἴδησις τῆς ἀποχωρήσεως τῶν κ.κ. Μπρόδερτον καὶ Μπακκάους εἶνε, φαίνεται, ἀκριβής. Ὁ κ. Α. Δεληγιάννης παρὰ τοῦ ὁποίου ἐζητήσαμεν πληροφορίας μᾶς εἶπε τὰ ἑξῆς: — Ἐμάθον καὶ ἐγὼ τοῦτο, ἀλλὰ βεβαιῶ ὅτι ἀπὸ τοῦ χρόνου τῆς ὑπογραφῆς τῆς συμβάσεως δὲν ὑπῆρξεν οὐδεμία ἀναφορὰ περὶ τούτου. Οἱ κ. κ. Μπρόδερτον καὶ Μπακκάους ἀντεπροσώπευον τὸν ἐν Λονδίνῳ οἶκον τῶν μετόχων καὶ ἡ ἀποχώρησίς των δὲν θίγει τὴν σύμβασιν. bbox=[564, 707, 764, 856]
ad-text: Ἐκφράζω καὶ δημοσίᾳ τὰς εὐχαριστίας μου πρὸς τὸν μαΐαν Ἑλένην Τρούσα ἥτις ἐθεράπευσε τὴν σύζυγόν μου ἀπὸ παραλυσίαν. bbox=[976, 66, 1172, 112]
table-row bbox=[150, 277, 346, 288]
column-4 bbox=[773, 44, 967, 2034]
list-item: 2) Οἰκία ἐν ὁδῷ Ἀγίου Παύλου. bbox=[982, 780, 1134, 792]
ad-text: Τὸ Δικαστήριον τῶν ἐν Ἀθήναις Πρωτοδικῶν διὰ τῆς ὑπ' ἀριθ. 3478 ἀποφάσεως ἐκήρυξε τὴν σύνταξιν τοῦ πτωχοῦ. bbox=[976, 1067, 1172, 1113]
table-cell: 1 Κιλό bbox=[1183, 544, 1213, 555]
list-item: 6) Μαγαζεῖον τῆς αὐτῆς οἰκίας. bbox=[982, 450, 1136, 462]
divider bbox=[773, 273, 967, 274]
divider bbox=[150, 743, 346, 744]
headline: ΤΩΝ ΔΗΛΙΓΙΑΝΝΙΚΩΝ bbox=[370, 239, 540, 280]
headline: ΤΟΥ ΠΡΕΣΒΕΥΤΟΥ ΤΗΣ ΑΓΓΛΙΑΣ bbox=[800, 66, 940, 91]
table-row bbox=[150, 351, 346, 362]
headline: ΕΙΣ ΕΝΕΡΓΕΙΑΙ Η ΚΟΙΝΟΒΟΥΛΙΑ bbox=[356, 721, 554, 734]
table-cell: Δρ. 2.20 bbox=[1325, 544, 1363, 555]
table-row bbox=[150, 340, 346, 351]
headline: ΑΙΤΗΣΕΙΣ ΠΕΡΙ ΠΤΩΧΕΥΣΕΩΣ bbox=[780, 383, 960, 396]
headline: ΔΙΑΠΟΝΗΣΙΣ bbox=[830, 1024, 910, 1037]
table-cell: Πανελλήνιον Ἀσφαλ. bbox=[152, 266, 250, 277]
table-row bbox=[1181, 589, 1365, 600]
table-row bbox=[150, 266, 346, 277]
table-row bbox=[150, 159, 346, 170]
signature: Α. Ν. Σερεντόπουλος bbox=[1018, 1033, 1130, 1045]
headline: Δ. Κ. ΚΟΚΚΙΝΑΚΗ bbox=[1183, 456, 1363, 477]
ad-text: Πρακτορεῖον ἐν Ἀθήναις ὁδὸς Αἰόλου ἀρ. 11. bbox=[1181, 766, 1365, 790]
signature: Ι. Ζαχαρίτσας bbox=[1035, 1115, 1113, 1127]
divider bbox=[1181, 615, 1365, 616]
table-cell: 38.— bbox=[320, 233, 344, 244]
headline: Η ΑΥΣΤΡΙΑΚΗ ΠΡΕΣΒΕΙΑ bbox=[794, 399, 946, 412]
table-row bbox=[1181, 567, 1365, 578]
ad-text: Ἐνοικιάζονται ἀπὸ τῆς 1ης Σεπτεμβρίου καὶ ἐπὶ ἑξάετίαν τὰ ἐξῆς ἀκίνητα τοῦ Πανεπιστημίου: bbox=[976, 298, 1172, 333]
table-cell: Σιδηρόδρ. Ἀθηνῶν-Πειραιῶς bbox=[152, 200, 282, 211]
table-cell: » 0.15 bbox=[1334, 588, 1363, 599]
column-rule bbox=[971, 44, 972, 2034]
